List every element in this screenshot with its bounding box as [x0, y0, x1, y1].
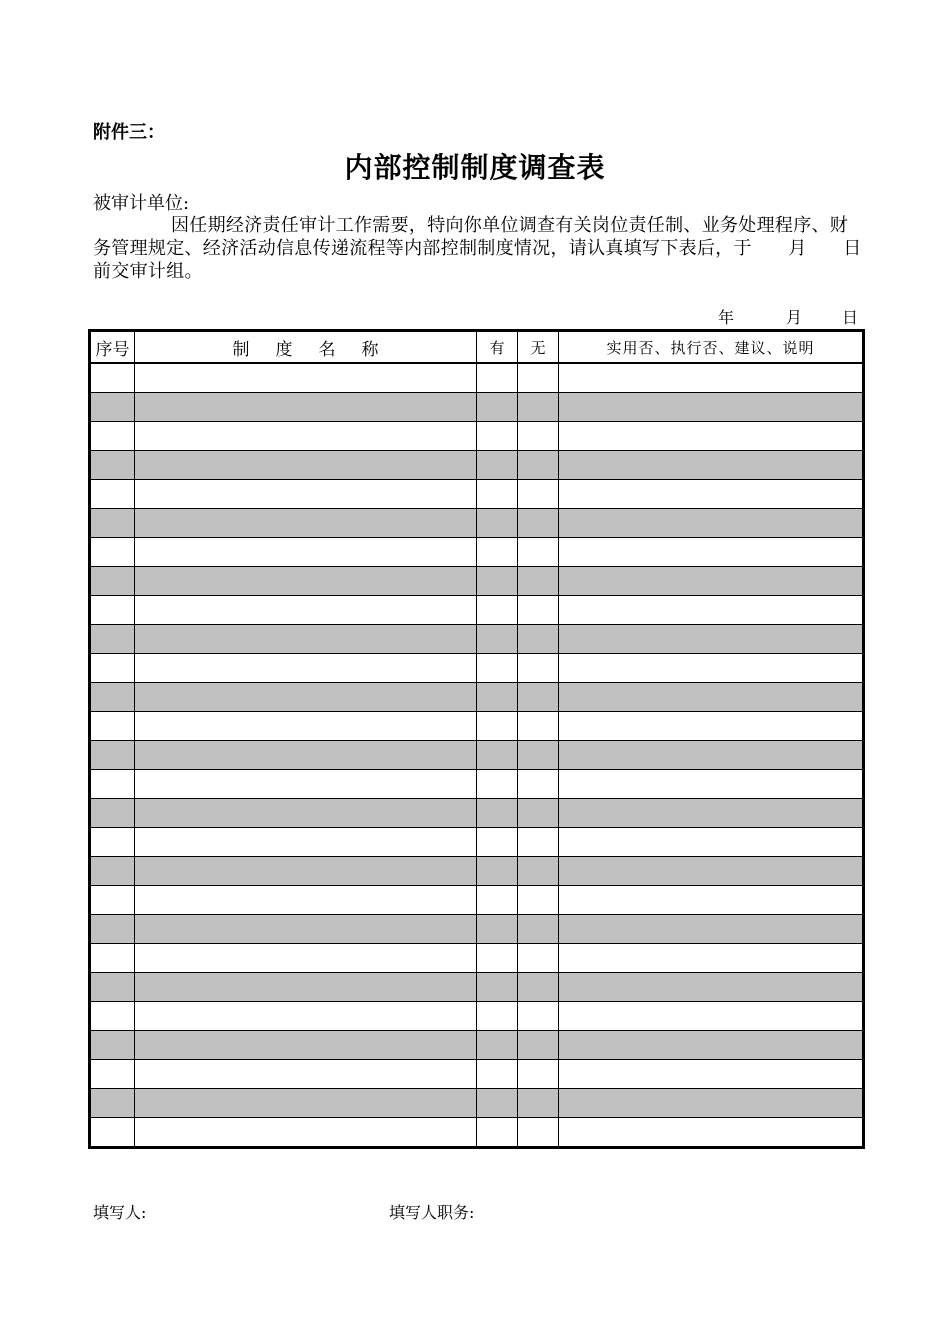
cell-seq[interactable] — [90, 1002, 135, 1031]
date-year-label: 年 — [717, 308, 734, 327]
table-row — [90, 422, 864, 451]
cell-no[interactable] — [518, 1002, 559, 1031]
cell-yes[interactable] — [477, 712, 518, 741]
table-row — [90, 567, 864, 596]
cell-notes[interactable] — [559, 538, 864, 567]
cell-seq[interactable] — [90, 393, 135, 422]
table-row — [90, 770, 864, 799]
cell-notes[interactable] — [559, 712, 864, 741]
cell-system-name[interactable] — [135, 393, 477, 422]
table-row — [90, 1031, 864, 1060]
cell-no[interactable] — [518, 944, 559, 973]
cell-system-name[interactable] — [135, 944, 477, 973]
cell-seq[interactable] — [90, 1089, 135, 1118]
cell-notes[interactable] — [559, 567, 864, 596]
table-row — [90, 799, 864, 828]
cell-yes[interactable] — [477, 973, 518, 1002]
cell-notes[interactable] — [559, 1060, 864, 1089]
cell-no[interactable] — [518, 915, 559, 944]
cell-notes[interactable] — [559, 828, 864, 857]
cell-seq[interactable] — [90, 1031, 135, 1060]
date-day-label: 日 — [841, 308, 858, 327]
cell-yes[interactable] — [477, 596, 518, 625]
cell-no[interactable] — [518, 973, 559, 1002]
cell-notes[interactable] — [559, 509, 864, 538]
cell-yes[interactable] — [477, 625, 518, 654]
intro-paragraph: 因任期经济责任审计工作需要，特向你单位调查有关岗位责任制、业务处理程序、财务管理规定、经济活动信息传递流程等内部控制制度情况，请认真填写下表后，于 月 日前交审计组。 — [93, 215, 862, 282]
cell-no[interactable] — [518, 422, 559, 451]
cell-notes[interactable] — [559, 973, 864, 1002]
cell-seq[interactable] — [90, 683, 135, 712]
cell-notes[interactable] — [559, 886, 864, 915]
cell-yes[interactable] — [477, 886, 518, 915]
cell-no[interactable] — [518, 1060, 559, 1089]
cell-no[interactable] — [518, 886, 559, 915]
cell-no[interactable] — [518, 567, 559, 596]
cell-system-name[interactable] — [135, 741, 477, 770]
table-row — [90, 1060, 864, 1089]
cell-seq[interactable] — [90, 480, 135, 509]
cell-seq[interactable] — [90, 973, 135, 1002]
table-header-row — [90, 331, 864, 364]
cell-system-name[interactable] — [135, 857, 477, 886]
survey-table — [88, 329, 865, 1149]
cell-seq[interactable] — [90, 857, 135, 886]
cell-yes[interactable] — [477, 451, 518, 480]
table-row — [90, 828, 864, 857]
table-row — [90, 915, 864, 944]
audited-unit-label: 被审计单位: — [93, 193, 190, 214]
cell-seq[interactable] — [90, 1060, 135, 1089]
cell-seq[interactable] — [90, 538, 135, 567]
cell-system-name[interactable] — [135, 915, 477, 944]
table-row — [90, 944, 864, 973]
cell-seq[interactable] — [90, 567, 135, 596]
survey-table-body — [90, 363, 864, 1148]
header-system-name: 制度名称 — [135, 331, 477, 364]
cell-seq[interactable] — [90, 712, 135, 741]
cell-no[interactable] — [518, 451, 559, 480]
cell-system-name[interactable] — [135, 567, 477, 596]
cell-no[interactable] — [518, 363, 559, 393]
cell-system-name[interactable] — [135, 480, 477, 509]
table-row — [90, 451, 864, 480]
cell-yes[interactable] — [477, 538, 518, 567]
cell-yes[interactable] — [477, 799, 518, 828]
cell-yes[interactable] — [477, 654, 518, 683]
cell-seq[interactable] — [90, 944, 135, 973]
cell-no[interactable] — [518, 799, 559, 828]
table-row — [90, 509, 864, 538]
cell-notes[interactable] — [559, 480, 864, 509]
cell-no[interactable] — [518, 741, 559, 770]
cell-no[interactable] — [518, 770, 559, 799]
date-line — [718, 305, 858, 328]
cell-yes[interactable] — [477, 509, 518, 538]
cell-system-name[interactable] — [135, 712, 477, 741]
table-row — [90, 886, 864, 915]
cell-system-name[interactable] — [135, 596, 477, 625]
cell-yes[interactable] — [477, 393, 518, 422]
cell-yes[interactable] — [477, 567, 518, 596]
cell-yes[interactable] — [477, 828, 518, 857]
cell-system-name[interactable] — [135, 1089, 477, 1118]
cell-notes[interactable] — [559, 451, 864, 480]
cell-notes[interactable] — [559, 422, 864, 451]
cell-yes[interactable] — [477, 1031, 518, 1060]
table-row — [90, 741, 864, 770]
cell-yes[interactable] — [477, 683, 518, 712]
cell-notes[interactable] — [559, 1031, 864, 1060]
cell-system-name[interactable] — [135, 538, 477, 567]
cell-seq[interactable] — [90, 799, 135, 828]
cell-yes[interactable] — [477, 770, 518, 799]
cell-seq[interactable] — [90, 625, 135, 654]
table-row — [90, 654, 864, 683]
cell-yes[interactable] — [477, 1060, 518, 1089]
cell-seq[interactable] — [90, 363, 135, 393]
table-row — [90, 973, 864, 1002]
cell-no[interactable] — [518, 712, 559, 741]
cell-notes[interactable] — [559, 363, 864, 393]
cell-no[interactable] — [518, 509, 559, 538]
cell-yes[interactable] — [477, 1118, 518, 1148]
table-row — [90, 1118, 864, 1148]
cell-no[interactable] — [518, 1031, 559, 1060]
cell-seq[interactable] — [90, 654, 135, 683]
cell-seq[interactable] — [90, 1118, 135, 1148]
cell-notes[interactable] — [559, 770, 864, 799]
cell-notes[interactable] — [559, 1002, 864, 1031]
table-row — [90, 1002, 864, 1031]
cell-system-name[interactable] — [135, 363, 477, 393]
cell-notes[interactable] — [559, 799, 864, 828]
table-row — [90, 625, 864, 654]
cell-system-name[interactable] — [135, 422, 477, 451]
filler-label: 填写人: — [93, 1203, 147, 1222]
cell-no[interactable] — [518, 1118, 559, 1148]
cell-no[interactable] — [518, 393, 559, 422]
table-row — [90, 538, 864, 567]
cell-seq[interactable] — [90, 422, 135, 451]
cell-notes[interactable] — [559, 741, 864, 770]
cell-no[interactable] — [518, 538, 559, 567]
header-notes: 实用否、执行否、建议、说明 — [559, 331, 864, 364]
cell-no[interactable] — [518, 683, 559, 712]
cell-yes[interactable] — [477, 944, 518, 973]
table-row — [90, 1089, 864, 1118]
cell-notes[interactable] — [559, 857, 864, 886]
header-seq: 序号 — [90, 331, 135, 364]
table-row — [90, 596, 864, 625]
cell-system-name[interactable] — [135, 625, 477, 654]
header-yes: 有 — [477, 331, 518, 364]
cell-no[interactable] — [518, 828, 559, 857]
table-row — [90, 363, 864, 393]
table-row — [90, 712, 864, 741]
cell-notes[interactable] — [559, 625, 864, 654]
cell-seq[interactable] — [90, 886, 135, 915]
cell-notes[interactable] — [559, 654, 864, 683]
table-row — [90, 683, 864, 712]
cell-no[interactable] — [518, 857, 559, 886]
cell-seq[interactable] — [90, 741, 135, 770]
attachment-label: 附件三： — [93, 122, 165, 143]
cell-seq[interactable] — [90, 915, 135, 944]
cell-yes[interactable] — [477, 1089, 518, 1118]
cell-no[interactable] — [518, 625, 559, 654]
date-month-label: 月 — [785, 308, 802, 327]
cell-system-name[interactable] — [135, 1060, 477, 1089]
cell-system-name[interactable] — [135, 654, 477, 683]
cell-notes[interactable] — [559, 1089, 864, 1118]
cell-yes[interactable] — [477, 1002, 518, 1031]
cell-notes[interactable] — [559, 915, 864, 944]
cell-system-name[interactable] — [135, 886, 477, 915]
table-row — [90, 393, 864, 422]
cell-system-name[interactable] — [135, 1031, 477, 1060]
header-no: 无 — [518, 331, 559, 364]
cell-yes[interactable] — [477, 363, 518, 393]
cell-seq[interactable] — [90, 451, 135, 480]
cell-no[interactable] — [518, 654, 559, 683]
filler-title-label: 填写人职务: — [389, 1203, 475, 1222]
table-row — [90, 857, 864, 886]
cell-system-name[interactable] — [135, 451, 477, 480]
cell-notes[interactable] — [559, 944, 864, 973]
cell-no[interactable] — [518, 596, 559, 625]
cell-seq[interactable] — [90, 828, 135, 857]
cell-system-name[interactable] — [135, 828, 477, 857]
cell-seq[interactable] — [90, 509, 135, 538]
cell-yes[interactable] — [477, 422, 518, 451]
table-row — [90, 480, 864, 509]
cell-notes[interactable] — [559, 596, 864, 625]
cell-system-name[interactable] — [135, 973, 477, 1002]
cell-seq[interactable] — [90, 596, 135, 625]
cell-notes[interactable] — [559, 393, 864, 422]
cell-no[interactable] — [518, 1089, 559, 1118]
cell-system-name[interactable] — [135, 1002, 477, 1031]
cell-system-name[interactable] — [135, 509, 477, 538]
cell-yes[interactable] — [477, 480, 518, 509]
cell-seq[interactable] — [90, 770, 135, 799]
cell-system-name[interactable] — [135, 799, 477, 828]
page-title: 内部控制制度调查表 — [344, 151, 606, 184]
cell-system-name[interactable] — [135, 683, 477, 712]
cell-no[interactable] — [518, 480, 559, 509]
cell-notes[interactable] — [559, 683, 864, 712]
cell-yes[interactable] — [477, 857, 518, 886]
cell-system-name[interactable] — [135, 1118, 477, 1148]
cell-system-name[interactable] — [135, 770, 477, 799]
cell-yes[interactable] — [477, 915, 518, 944]
cell-yes[interactable] — [477, 741, 518, 770]
cell-notes[interactable] — [559, 1118, 864, 1148]
